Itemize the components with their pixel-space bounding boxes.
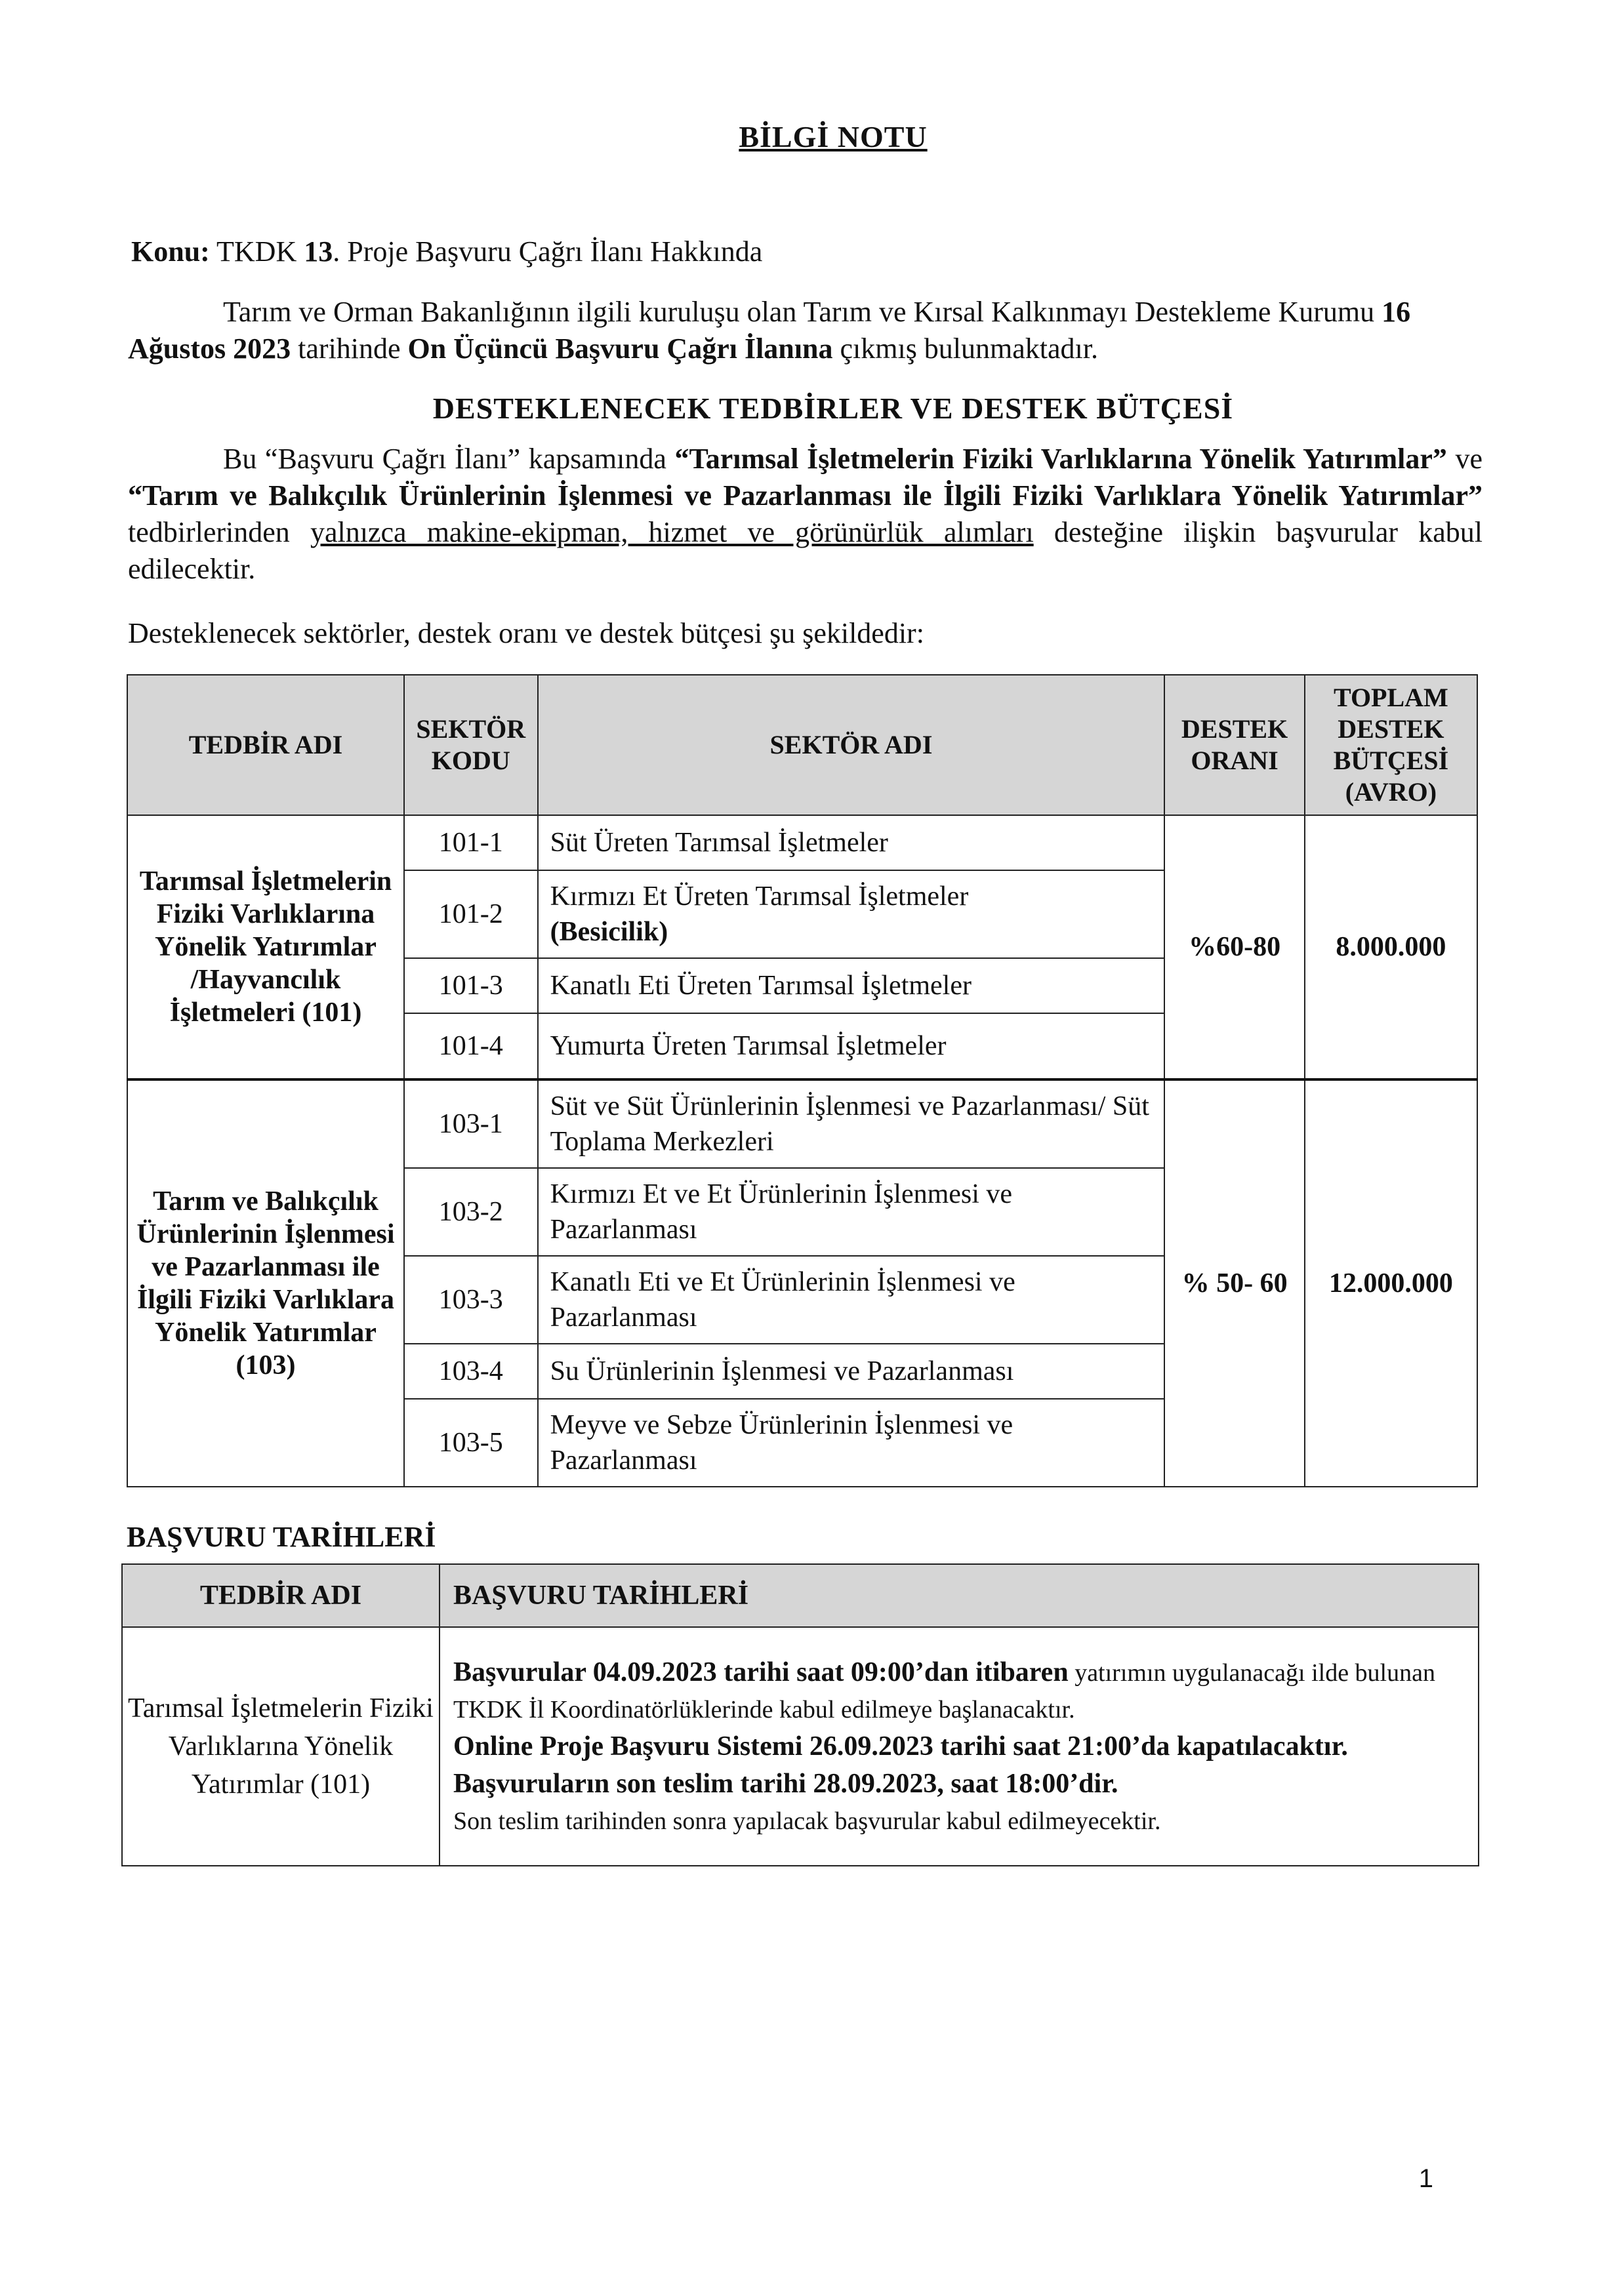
subject-number: 13 bbox=[304, 235, 333, 268]
header-support-rate: DESTEK ORANI bbox=[1164, 675, 1304, 815]
page-number: 1 bbox=[1418, 2164, 1433, 2193]
measure-name: Tarımsal İşletmelerin Fiziki Varlıklarına Yönelik Yatırımlar (101) bbox=[122, 1627, 440, 1866]
sector-name: Süt ve Süt Ürünlerinin İşlenmesi ve Pazarlanması/ Süt Toplama Merkezleri bbox=[538, 1079, 1165, 1168]
sectors-table bbox=[127, 674, 1478, 1487]
sector-code: 103-1 bbox=[404, 1079, 538, 1168]
header-application-dates: BAŞVURU TARİHLERİ bbox=[440, 1564, 1479, 1627]
table-row bbox=[127, 1079, 1477, 1168]
header-sector-code: SEKTÖR KODU bbox=[404, 675, 538, 815]
sector-name: Kırmızı Et ve Et Ürünlerinin İşlenmesi ve Pazarlanması bbox=[538, 1168, 1165, 1256]
sector-code: 103-5 bbox=[404, 1399, 538, 1487]
online-close-line: Online Proje Başvuru Sistemi 26.09.2023 tarihi saat 21:00’da kapatılacaktır. bbox=[453, 1731, 1348, 1762]
measure-103-name: Tarım ve Balıkçılık Ürünlerinin İşlenmesi ve Pazarlanması ile İlgili Fiziki Varlıklara Yönelik Yatırımlar (103) bbox=[127, 1079, 404, 1487]
sector-code: 101-4 bbox=[404, 1013, 538, 1079]
scope-text-a: Bu “Başvuru Çağrı İlanı” kapsamında bbox=[223, 443, 675, 475]
intro-date: 16 Ağustos 2023 bbox=[128, 296, 1411, 365]
application-dates-text bbox=[440, 1627, 1479, 1866]
sectors-intro: Desteklenecek sektörler, destek oranı ve destek bütçesi şu şekildedir: bbox=[128, 617, 924, 649]
table-header-row bbox=[122, 1564, 1479, 1627]
scope-underlined: yalnızca makine-ekipman, hizmet ve görünürlük alımları bbox=[310, 516, 1034, 548]
sector-code: 103-4 bbox=[404, 1344, 538, 1399]
start-date-rest: yatırımın uygulanacağı ilde bulunan TKDK İl Koordinatörlüklerinde kabul edilmeye başlanacaktır. bbox=[453, 1659, 1435, 1723]
header-sector-name: SEKTÖR ADI bbox=[538, 675, 1165, 815]
intro-text: Tarım ve Orman Bakanlığının ilgili kuruluşu olan Tarım ve Kırsal Kalkınmayı Destekleme Kurumu bbox=[223, 296, 1382, 328]
measure-103-budget: 12.000.000 bbox=[1305, 1079, 1477, 1487]
subject-text-a: TKDK bbox=[209, 235, 304, 268]
sector-code: 103-2 bbox=[404, 1168, 538, 1256]
intro-paragraph bbox=[128, 294, 1483, 367]
intro-call-name: On Üçüncü Başvuru Çağrı İlanına bbox=[407, 332, 833, 365]
sector-name-text: Kırmızı Et Üreten Tarımsal İşletmeler bbox=[550, 881, 969, 912]
sector-name: Su Ürünlerinin İşlenmesi ve Pazarlanması bbox=[538, 1344, 1165, 1399]
section-heading: DESTEKLENECEK TEDBİRLER VE DESTEK BÜTÇESİ bbox=[432, 392, 1234, 425]
sector-name-bold: (Besicilik) bbox=[550, 917, 668, 947]
sector-name: Yumurta Üreten Tarımsal İşletmeler bbox=[538, 1013, 1165, 1079]
intro-text-c: çıkmış bulunmaktadır. bbox=[832, 332, 1098, 365]
subject-label: Konu: bbox=[131, 235, 210, 268]
subject-line bbox=[131, 235, 762, 268]
late-note-line: Son teslim tarihinden sonra yapılacak başvurular kabul edilmeyecektir. bbox=[453, 1807, 1161, 1835]
header-total-budget: TOPLAM DESTEK BÜTÇESİ (AVRO) bbox=[1305, 675, 1477, 815]
table-header-row bbox=[127, 675, 1477, 815]
sector-code: 103-3 bbox=[404, 1256, 538, 1344]
sector-name: Kanatlı Eti Üreten Tarımsal İşletmeler bbox=[538, 958, 1165, 1013]
sector-code: 101-1 bbox=[404, 815, 538, 870]
table-row bbox=[127, 815, 1477, 870]
intro-text-b: tarihinde bbox=[291, 332, 408, 365]
scope-measure-101: “Tarımsal İşletmelerin Fiziki Varlıklarına Yönelik Yatırımlar” bbox=[674, 443, 1447, 475]
sector-code: 101-2 bbox=[404, 870, 538, 958]
application-dates-table bbox=[121, 1563, 1479, 1866]
start-date-bold: Başvurular 04.09.2023 tarihi saat 09:00’dan itibaren bbox=[453, 1657, 1069, 1687]
measure-103-rate: % 50- 60 bbox=[1164, 1079, 1304, 1487]
sector-name: Meyve ve Sebze Ürünlerinin İşlenmesi ve Pazarlanması bbox=[538, 1399, 1165, 1487]
measure-101-name: Tarımsal İşletmelerin Fiziki Varlıklarına Yönelik Yatırımlar /Hayvancılık İşletmeleri (101) bbox=[127, 815, 404, 1079]
document-title: BİLGİ NOTU bbox=[739, 120, 928, 153]
header-tedbir: TEDBİR ADI bbox=[122, 1564, 440, 1627]
measure-101-budget: 8.000.000 bbox=[1305, 815, 1477, 1079]
scope-text-d: desteğine ilişkin başvurular kabul edilecektir. bbox=[128, 516, 1483, 585]
scope-text-c: tedbirlerinden bbox=[128, 516, 310, 548]
sector-name: Süt Üreten Tarımsal İşletmeler bbox=[538, 815, 1165, 870]
sector-name bbox=[538, 870, 1165, 958]
table-row bbox=[122, 1627, 1479, 1866]
scope-paragraph bbox=[128, 441, 1483, 588]
scope-measure-103: “Tarım ve Balıkçılık Ürünlerinin İşlenmesi ve Pazarlanması ile İlgili Fiziki Varlıklara Yönelik Yatırımlar” bbox=[128, 479, 1483, 512]
measure-101-rate: %60-80 bbox=[1164, 815, 1304, 1079]
deadline-line: Başvuruların son teslim tarihi 28.09.2023, saat 18:00’dir. bbox=[453, 1768, 1118, 1799]
scope-text-b: ve bbox=[1446, 443, 1483, 475]
sector-name: Kanatlı Eti ve Et Ürünlerinin İşlenmesi ve Pazarlanması bbox=[538, 1256, 1165, 1344]
application-dates-heading: BAŞVURU TARİHLERİ bbox=[127, 1521, 436, 1553]
sector-code: 101-3 bbox=[404, 958, 538, 1013]
header-tedbir: TEDBİR ADI bbox=[127, 675, 404, 815]
subject-text-b: . Proje Başvuru Çağrı İlanı Hakkında bbox=[333, 235, 763, 268]
